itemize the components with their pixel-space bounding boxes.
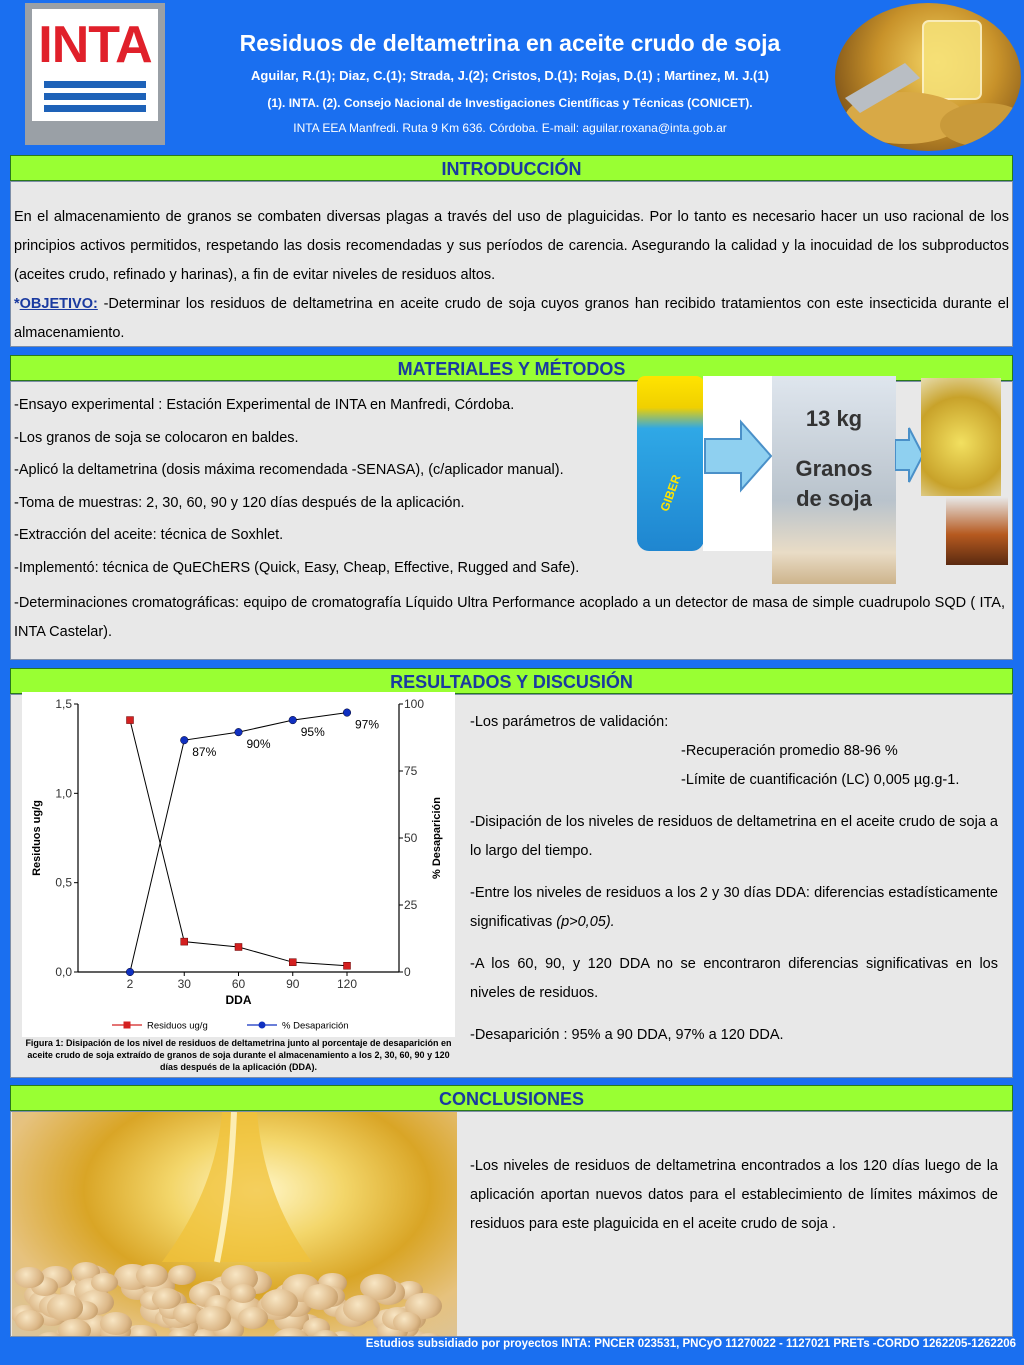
methods-item: -Aplicó la deltametrina (dosis máxima recomendada -SENASA), (c/aplicador manual). xyxy=(14,462,564,479)
soybean xyxy=(303,1284,338,1310)
series-line xyxy=(130,720,347,966)
methods-item: -Ensayo experimental : Estación Experimental de INTA en Manfredi, Córdoba. xyxy=(14,397,515,413)
legend-label: % Desaparición xyxy=(282,1020,349,1032)
arrow-right-icon xyxy=(703,376,773,551)
sprayer-image xyxy=(637,376,704,551)
objective-label: OBJETIVO: xyxy=(19,296,98,312)
disappearance-point xyxy=(180,736,188,744)
validation-title: -Los parámetros de validación: xyxy=(470,714,669,730)
intro-text-block xyxy=(14,203,1009,348)
loq-line: -Límite de cuantificación (LC) 0,005 µg.g-1. xyxy=(681,772,960,788)
intro-paragraph: En el almacenamiento de granos se combaten diversas plagas a través del uso de plaguicidas. Por lo tanto es necesario hacer un uso racional de los principios activos permitidos, respetando las dosis recomendadas y sus períodos de carencia. Asegurando la calidad y la inocuidad de los subproductos (aceites crudo, refinado y harinas), a fin de evitar niveles de residuos altos. xyxy=(14,209,1009,283)
recovery-line: -Recuperación promedio 88-96 % xyxy=(681,743,898,759)
x-tick-label: 60 xyxy=(231,977,246,991)
oil-jug-image xyxy=(921,378,1001,496)
intro-heading: INTRODUCCIÓN xyxy=(10,155,1013,181)
left-tick-label: 0,5 xyxy=(55,875,72,890)
soybean xyxy=(343,1295,380,1322)
bucket-label-soy: de soja xyxy=(796,486,872,511)
residue-point xyxy=(235,943,242,950)
logo-stripe xyxy=(44,105,146,112)
disappearance-point xyxy=(126,968,134,976)
methods-heading: MATERIALES Y MÉTODOS xyxy=(10,355,1013,381)
chart-container xyxy=(22,692,455,1037)
right-tick-label: 75 xyxy=(404,764,418,778)
disappearance-point xyxy=(289,716,297,724)
oil-and-beans-image xyxy=(12,1112,457,1336)
residue-point xyxy=(289,959,296,966)
objective-text: -Determinar los residuos de deltametrina en aceite crudo de soja cuyos granos han recibido tratamientos con este insecticida durante el almacenamiento. xyxy=(14,296,1009,341)
significance-text: -Entre los niveles de residuos a los 2 y 30 días DDA: diferencias estadísticamente significativas xyxy=(470,885,998,930)
right-tick-label: 25 xyxy=(404,898,418,912)
significance-pvalue: (p>0,05). xyxy=(556,914,615,930)
right-tick-label: 50 xyxy=(404,831,418,845)
significance-paragraph xyxy=(470,879,998,937)
arrow-area xyxy=(703,376,773,551)
left-tick-label: 1,0 xyxy=(55,786,72,801)
conclusions-text: -Los niveles de residuos de deltametrina encontrados a los 120 días luego de la aplicación aportan nuevos datos para el establecimiento de límites máximos de residuos para este plaguicida en el aceite crudo de soja . xyxy=(470,1158,998,1232)
methods-list xyxy=(14,389,654,585)
conclusions-heading: CONCLUSIONES xyxy=(10,1085,1013,1111)
x-tick-label: 120 xyxy=(336,977,358,991)
disappearance-point xyxy=(235,728,243,736)
results-text xyxy=(470,708,998,1050)
left-tick-label: 0,0 xyxy=(55,965,72,979)
soybean xyxy=(58,1319,91,1336)
footer-funding: Estudios subsidiado por proyectos INTA: PNCER 023531, PNCyO 11270022 - 1127021 PRETs -CORDO 1262205-1262206 xyxy=(365,1338,1016,1350)
soy-oil-illustration xyxy=(835,3,1021,151)
percent-annotation: 97% xyxy=(354,717,380,732)
intro-panel xyxy=(10,181,1013,347)
legend-marker xyxy=(124,1022,131,1029)
percent-annotation: 95% xyxy=(300,725,325,740)
soybean xyxy=(261,1289,299,1316)
sample-bottles-image xyxy=(946,497,1008,565)
logo-stripe xyxy=(44,93,146,100)
left-tick-label: 1,5 xyxy=(55,697,72,711)
soybean xyxy=(100,1312,132,1335)
methods-last-item: -Determinaciones cromatográficas: equipo de cromatografía Líquido Ultra Performance acoplado a un detector de masa de simple cuadrupolo SQD ( ITA, INTA Castelar). xyxy=(14,595,1005,640)
inta-logo-text: INTA xyxy=(38,16,152,74)
sprayer-label: GIBER xyxy=(657,472,684,514)
disappearance-paragraph: -Desaparición : 95% a 90 DDA, 97% a 120 DDA. xyxy=(470,1027,784,1043)
legend-marker xyxy=(259,1022,266,1029)
soybean xyxy=(136,1264,168,1287)
soybean xyxy=(128,1325,157,1336)
y-axis-left-label: Residuos ug/g xyxy=(31,800,43,876)
methods-item: -Implementó: técnica de QuEChERS (Quick, Easy, Cheap, Effective, Rugged and Safe). xyxy=(14,559,580,576)
no-difference-paragraph: -A los 60, 90, y 120 DDA no se encontraron diferencias significativas en los niveles de residuos. xyxy=(470,956,998,1001)
series-line xyxy=(130,713,347,972)
dissipation-paragraph: -Disipación de los niveles de residuos de deltametrina en el aceite crudo de soja a lo largo del tiempo. xyxy=(470,814,998,859)
inta-logo xyxy=(25,3,165,145)
soybean xyxy=(393,1312,421,1332)
x-tick-label: 30 xyxy=(177,977,191,991)
affiliations: (1). INTA. (2). Consejo Nacional de Investigaciones Científicas y Técnicas (CONICET). xyxy=(267,96,753,110)
bucket-label-weight: 13 kg xyxy=(805,406,863,431)
legend-label: Residuos ug/g xyxy=(147,1020,208,1032)
x-tick-label: 90 xyxy=(286,977,300,991)
soybean xyxy=(152,1288,181,1309)
soybean xyxy=(47,1294,84,1320)
right-tick-label: 100 xyxy=(404,697,425,711)
x-axis-label: DDA xyxy=(225,993,252,1007)
disappearance-point xyxy=(343,709,351,717)
dissipation-chart xyxy=(22,692,455,1037)
methods-item: -Extracción del aceite: técnica de Soxhlet. xyxy=(14,527,284,544)
residue-point xyxy=(344,962,351,969)
percent-annotation: 87% xyxy=(192,745,217,760)
logo-stripe xyxy=(44,81,146,88)
figure-caption: Figura 1: Disipación de los nivel de residuos de deltametrina junto al porcentaje de desaparición en aceite crudo de soja extraído de granos de soja durante el almacenamiento a los 2, 30, 60, 90 y 120 días después de la aplicación (DDA). xyxy=(25,1038,452,1072)
right-tick-label: 0 xyxy=(404,965,411,979)
residue-point xyxy=(181,938,188,945)
objective-star: * xyxy=(14,296,20,312)
address: INTA EEA Manfredi. Ruta 9 Km 636. Córdoba. E-mail: aguilar.roxana@inta.gob.ar xyxy=(293,121,727,135)
x-tick-label: 2 xyxy=(126,977,134,991)
bucket-label-grains: Granos xyxy=(795,456,873,481)
results-heading: RESULTADOS Y DISCUSIÓN xyxy=(10,668,1013,694)
residue-point xyxy=(127,717,134,724)
soybean-bucket-image xyxy=(772,376,896,584)
y-axis-right-label: % Desaparición xyxy=(431,797,443,879)
authors: Aguilar, R.(1); Diaz, C.(1); Strada, J.(2); Cristos, D.(1); Rojas, D.(1) ; Martinez, M. J.(1) xyxy=(251,68,769,83)
methods-item: -Los granos de soja se colocaron en baldes. xyxy=(14,429,299,446)
percent-annotation: 90% xyxy=(246,737,271,752)
methods-item: -Toma de muestras: 2, 30, 60, 90 y 120 días después de la aplicación. xyxy=(14,494,465,511)
soy-oil-photo xyxy=(835,3,1021,151)
soybean xyxy=(14,1267,44,1289)
poster-title: Residuos de deltametrina en aceite crudo de soja xyxy=(239,30,781,56)
inta-logo-panel xyxy=(32,9,158,121)
